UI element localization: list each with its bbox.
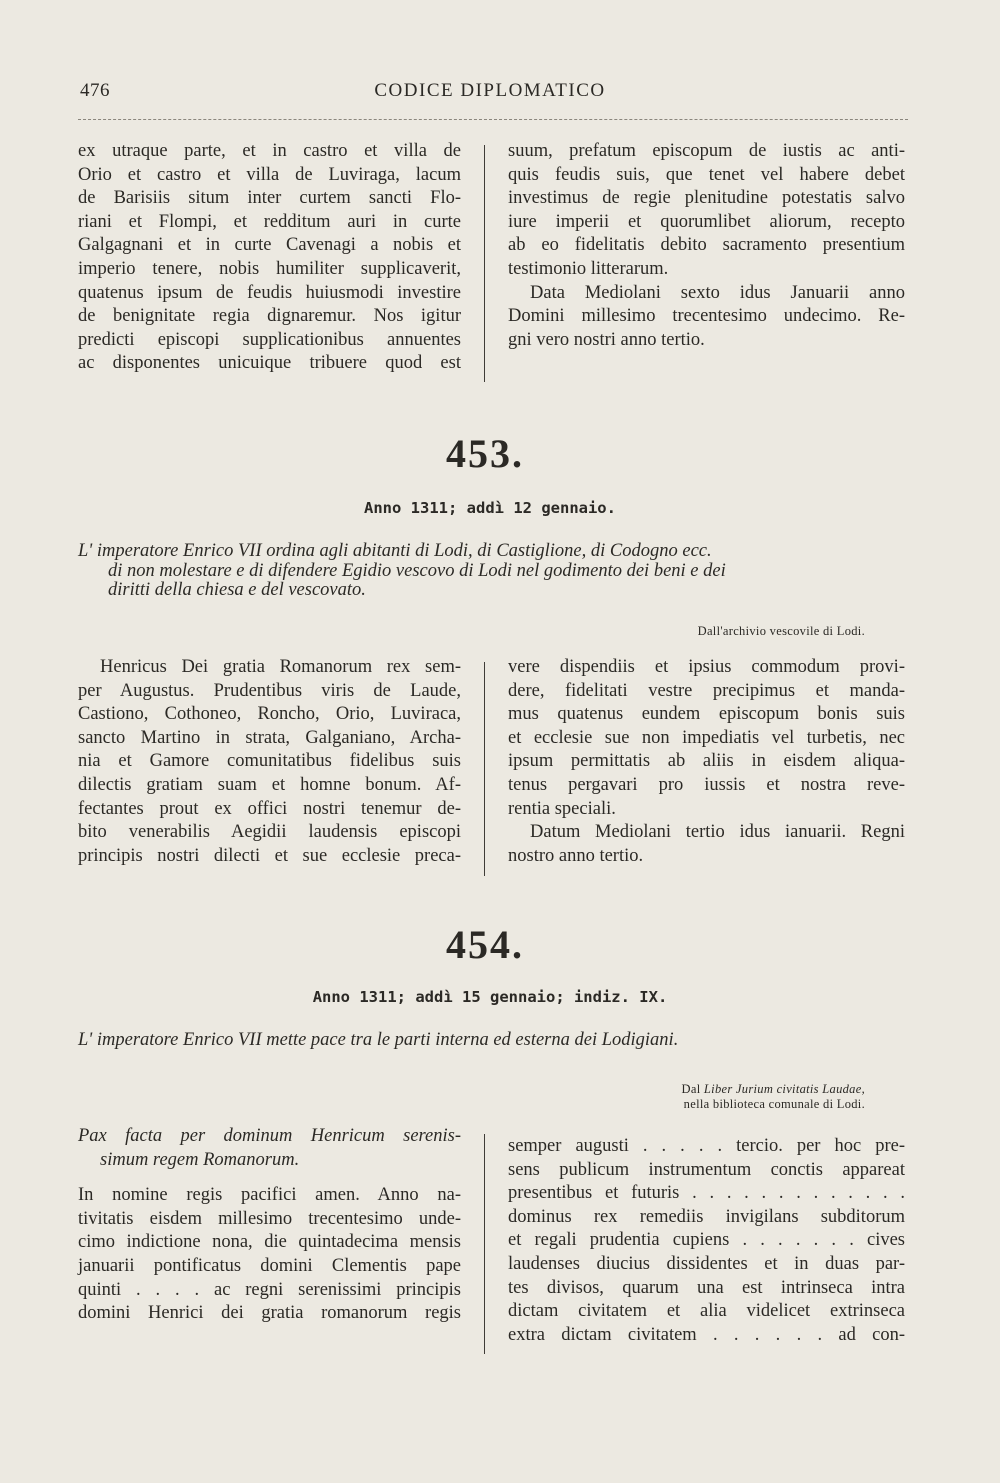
- text-line: Data Mediolani sexto idus Januarii anno: [530, 282, 905, 303]
- text-line: tivitatis eisdem millesimo trecentesimo unde-: [78, 1208, 461, 1229]
- text-line: Castiono, Cothoneo, Roncho, Orio, Luviraca,: [78, 704, 461, 725]
- page-number: 476: [80, 80, 110, 101]
- column-divider: [484, 662, 485, 876]
- text-line: de benignitate regia dignaremur. Nos igitur: [78, 306, 461, 327]
- summary-line: diritti della chiesa e del vescovato.: [108, 580, 366, 600]
- text-line: mus quatenus eundem episcopum bonis suis: [508, 704, 905, 725]
- text-line: imperio tenere, nobis humiliter supplicaverit,: [78, 258, 461, 279]
- text-line: nostro anno tertio.: [508, 845, 644, 866]
- text-line: tes divisos, quarum una est intrinseca intra: [508, 1277, 905, 1298]
- text-line: et regali prudentia cupiens . . . . . . . cives: [508, 1230, 905, 1251]
- text-line: dictam civitatem et alia videlicet extrinseca: [508, 1301, 905, 1322]
- summary-line: di non molestare e di difendere Egidio vescovo di Lodi nel godimento dei beni e dei: [108, 560, 726, 581]
- text-line: quis feudis suis, que tenet vel habere debet: [508, 164, 905, 185]
- text-line: riani et Flompi, et redditum auri in curte: [78, 211, 461, 232]
- text-line: dere, fidelitati vestre precipimus et manda-: [508, 680, 905, 701]
- summary-line: L' imperatore Enrico VII ordina agli abitanti di Lodi, di Castiglione, di Codogno ecc.: [78, 541, 712, 561]
- text-line: principis nostri dilecti et sue ecclesie preca-: [78, 845, 461, 866]
- text-line: tenus pergavari pro iussis et nostra reve-: [508, 774, 905, 795]
- text-line: nia et Gamore comunitatibus fidelibus suis: [78, 751, 461, 772]
- text-line: sens publicum instrumentum conctis appareat: [508, 1159, 905, 1180]
- text-line: Domini millesimo trecentesimo undecimo. Re-: [508, 306, 905, 327]
- text-line: quinti . . . . ac regni serenissimi principis: [78, 1279, 461, 1300]
- text-line: Datum Mediolani tertio idus ianuarii. Regni: [530, 822, 905, 843]
- text-line: predicti episcopi supplicationibus annuentes: [78, 329, 461, 350]
- text-line: simum regem Romanorum.: [100, 1149, 300, 1170]
- text-line: per Augustus. Prudentibus viris de Laude,: [78, 680, 461, 701]
- text-line: extra dictam civitatem . . . . . . ad con-: [508, 1324, 905, 1345]
- source-line-2: nella biblioteca comunale di Lodi.: [683, 1097, 865, 1111]
- document-number-454: 454.: [446, 922, 524, 967]
- spacer: [78, 1172, 461, 1184]
- doc453-right-column: [508, 656, 905, 868]
- column-divider: [484, 145, 485, 382]
- text-line: Orio et castro et villa de Luviraga, lacum: [78, 164, 461, 185]
- text-line: januarii pontificatus domini Clementis pape: [78, 1255, 461, 1276]
- text-line: dominus rex remediis invigilans subditorum: [508, 1206, 905, 1227]
- text-line: domini Henrici dei gratia romanorum regis: [78, 1303, 461, 1324]
- text-line: In nomine regis pacifici amen. Anno na-: [78, 1185, 461, 1206]
- text-line: testimonio litterarum.: [508, 258, 669, 279]
- text-line: ipsum permittatis ab aliis in eisdem aliqua-: [508, 751, 905, 772]
- doc452-left-column: [78, 140, 461, 376]
- document-summary-453: [78, 542, 906, 601]
- document-source-454: [682, 1082, 865, 1112]
- text-line: cimo indictione nona, die quintadecima mensis: [78, 1232, 461, 1253]
- text-line: gni vero nostri anno tertio.: [508, 329, 705, 350]
- doc454-left-column: [78, 1125, 461, 1326]
- text-line: dilectis gratiam suam et homne bonum. Af-: [78, 774, 461, 795]
- source-prefix: Dal: [681, 1082, 701, 1096]
- text-line: ac disponentes unicuique tribuere quod est: [78, 353, 461, 374]
- text-line: bito venerabilis Aegidii laudensis episcopi: [78, 822, 461, 843]
- text-line: semper augusti . . . . . tercio. per hoc pre-: [508, 1136, 905, 1156]
- text-line: presentibus et futuris . . . . . . . . . . . . .: [508, 1183, 905, 1204]
- text-line: ex utraque parte, et in castro et villa de: [78, 141, 461, 161]
- text-line: et ecclesie sue non impediatis vel turbetis, nec: [508, 727, 905, 748]
- text-line: fectantes prout ex offici nostri tenemur de-: [78, 798, 461, 819]
- text-line: suum, prefatum episcopum de iustis ac anti-: [508, 141, 905, 161]
- running-title: CODICE DIPLOMATICO: [374, 80, 606, 101]
- text-line: Henricus Dei gratia Romanorum rex sem-: [100, 657, 461, 677]
- text-line: investimus de regie plenitudine potestatis salvo: [508, 188, 905, 209]
- column-divider: [484, 1134, 485, 1354]
- text-line: rentia speciali.: [508, 798, 616, 819]
- summary-line: L' imperatore Enrico VII mette pace tra le parti interna ed esterna dei Lodigiani.: [78, 1030, 679, 1050]
- document-number-453: 453.: [446, 431, 524, 476]
- text-line: iure imperii et quorumlibet aliorum, recepto: [508, 211, 905, 232]
- text-line: Pax facta per dominum Henricum serenis-: [78, 1126, 461, 1146]
- source-title: Liber Jurium civitatis Laudae,: [703, 1082, 865, 1096]
- header-rule: [78, 119, 908, 120]
- text-line: sancto Martino in strata, Galganiano, Archa-: [78, 727, 461, 748]
- text-line: vere dispendiis et ipsius commodum provi-: [508, 657, 905, 677]
- doc453-left-column: [78, 656, 461, 868]
- document-date-454: Anno 1311; addì 15 gennaio; indiz. IX.: [312, 988, 668, 1006]
- text-line: ab eo fidelitatis debito sacramento presentium: [508, 235, 905, 256]
- text-line: quatenus ipsum de feudis huiusmodi investire: [78, 282, 461, 303]
- document-date-453: Anno 1311; addì 12 gennaio.: [364, 499, 616, 517]
- text-line: de Barisiis situm inter curtem sancti Flo-: [78, 188, 461, 209]
- doc454-right-column: [508, 1135, 905, 1347]
- text-line: laudenses diucius dissidentes et in duas par-: [508, 1253, 905, 1274]
- document-source-453: Dall'archivio vescovile di Lodi.: [697, 624, 865, 638]
- text-line: Galgagnani et in curte Cavenagi a nobis et: [78, 235, 461, 256]
- document-summary-454: [78, 1031, 906, 1051]
- doc452-right-column: [508, 140, 905, 352]
